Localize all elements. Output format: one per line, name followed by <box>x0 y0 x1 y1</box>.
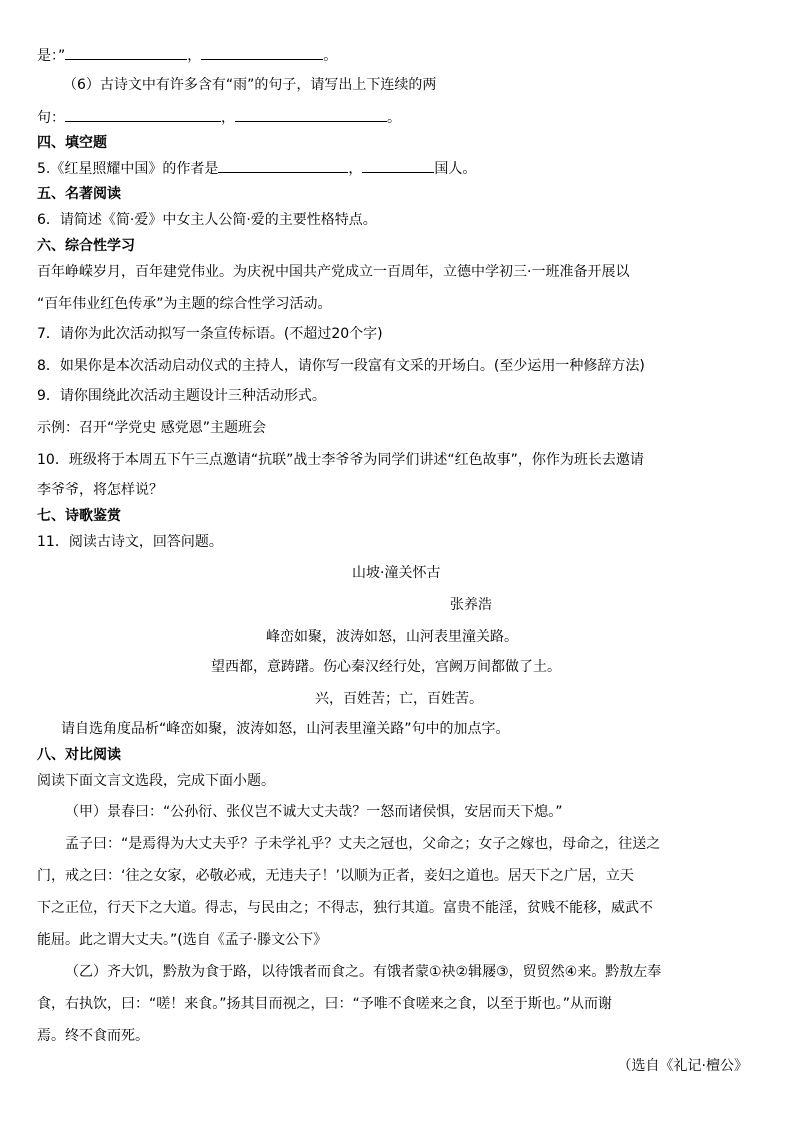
author-blank[interactable] <box>218 157 348 173</box>
section-heading-integrated-study: 六、综合性学习 <box>37 238 135 254</box>
q9-question: 9．请你围绕此次活动主题设计三种活动形式。 <box>37 388 326 404</box>
passage-yi-3: 焉。终不食而死。 <box>37 1028 149 1044</box>
poem-analysis-question: 请自选角度品析“峰峦如聚，波涛如怒，山河表里潼关路”句中的加点字。 <box>61 721 510 737</box>
passage-yi-source: （选自《礼记·檀公》 <box>617 1058 748 1074</box>
passage-jia-4: 下之正位，行天下之大道。得志，与民由之；不得志，独行其道。富贵不能淫，贫贱不能移，威武不 <box>37 900 653 916</box>
section-heading-comparative-reading: 八、对比阅读 <box>37 747 121 763</box>
q11-question: 11．阅读古诗文，回答问题。 <box>37 534 223 550</box>
passage-jia-5: 能屈。此之谓大丈夫。”(选自《孟子·滕文公下》 <box>37 932 328 948</box>
q10-question-2: 李爷爷，将怎样说？ <box>37 482 163 498</box>
passage-jia-1: （甲）景春曰：“公孙衍、张仪岂不诚大丈夫哉？一怒而诸侯惧，安居而天下熄。” <box>65 804 563 820</box>
q6-subquestion: （6）古诗文中有许多含有“雨”的句子，请写出上下连续的两 <box>63 77 437 93</box>
poem-line-2: 望西都，意踌躇。伤心秦汉经行处，宫阙万间都做了土。 <box>211 659 561 675</box>
q10-question-1: 10．班级将于本周五下午三点邀请“抗联”战士李爷爷为同学们讲述“红色故事”，你作为班长去邀请 <box>37 452 644 468</box>
q8-question: 8．如果你是本次活动启动仪式的主持人，请你写一段富有文采的开场白。(至少运用一种修辞方法) <box>37 358 645 374</box>
q6-answer-line <box>37 106 757 128</box>
q5-text: 5.《红星照耀中国》的作者是 <box>37 161 219 177</box>
q5-answer-line <box>37 44 757 66</box>
poem-line-3: 兴，百姓苦；亡，百姓苦。 <box>315 691 483 707</box>
separator: ， <box>187 48 202 64</box>
answer-blank-1[interactable] <box>65 44 187 60</box>
period: 。 <box>387 110 401 126</box>
passage-yi-2: 食，右执饮，曰：“嗟！来食。”扬其目而视之，曰：“予唯不食嗟来之食，以至于斯也。”从而谢 <box>37 996 613 1012</box>
passage-yi-1: （乙）齐大饥，黔敖为食于路，以待饿者而食之。有饿者蒙①袂②辑屦③，贸贸然④来。黔敖左奉 <box>65 964 662 980</box>
separator: ， <box>221 110 235 126</box>
poem-author: 张养浩 <box>450 597 492 613</box>
section-heading-classics: 五、名著阅读 <box>37 186 121 202</box>
answer-lead: 句： <box>37 110 65 126</box>
nationality-blank[interactable] <box>362 157 434 173</box>
section-heading-poetry: 七、诗歌鉴赏 <box>37 508 121 524</box>
activity-intro-2: “百年伟业红色传承”为主题的综合性学习活动。 <box>37 296 332 312</box>
passage-jia-3: 门，戒之曰：‘往之女家，必敬必戒，无违夫子！’以顺为正者，妾妇之道也。居天下之广居，立天 <box>37 868 634 884</box>
answer-lead: 是：” <box>37 48 66 64</box>
q5-end-text: 国人。 <box>434 161 477 177</box>
activity-intro-1: 百年峥嵘岁月，百年建党伟业。为庆祝中国共产党成立一百周年，立德中学初三·一班准备开展以 <box>37 264 630 280</box>
q5-question <box>37 157 757 179</box>
reading-intro: 阅读下面文言文选段，完成下面小题。 <box>37 773 275 789</box>
q6-classics-question: 6．请简述《简·爱》中女主人公简·爱的主要性格特点。 <box>37 212 377 228</box>
section-heading-fill-blank: 四、填空题 <box>37 135 107 151</box>
q9-example: 示例：召开“学党史 感党恩”主题班会 <box>37 420 266 436</box>
poem-line-1: 峰峦如聚，波涛如怒，山河表里潼关路。 <box>266 629 518 645</box>
poem-title: 山坡·潼关怀古 <box>352 565 441 581</box>
q7-question: 7．请你为此次活动拟写一条宣传标语。(不超过20个字) <box>37 326 383 342</box>
answer-blank-2[interactable] <box>201 44 323 60</box>
answer-blank-1[interactable] <box>65 106 221 122</box>
period: 。 <box>323 48 338 64</box>
answer-blank-2[interactable] <box>235 106 387 122</box>
passage-jia-2: 孟子曰：“是焉得为大丈夫乎？子未学礼乎？丈夫之冠也，父命之；女子之嫁也，母命之，往送之 <box>65 836 661 852</box>
separator: ， <box>348 161 363 177</box>
